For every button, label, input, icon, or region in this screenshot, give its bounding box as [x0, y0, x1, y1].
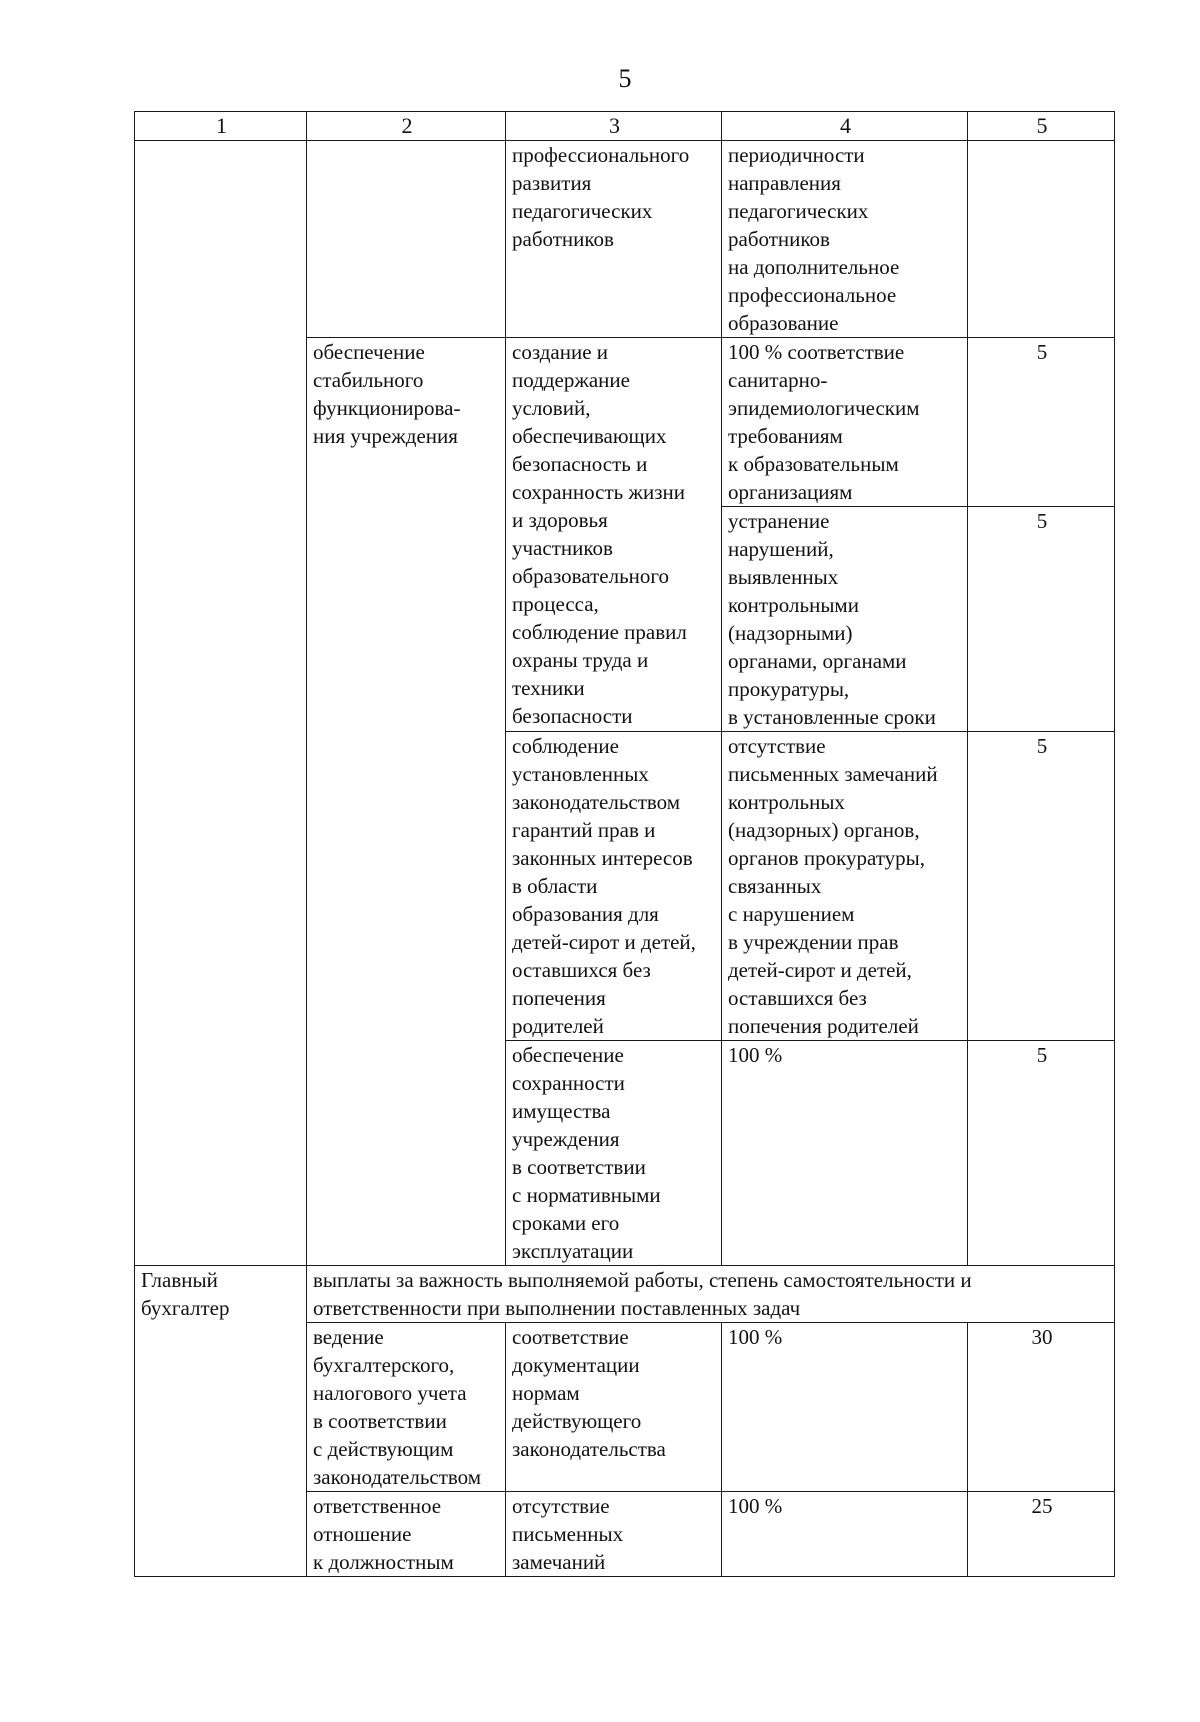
position-cell-chief-accountant: Главный бухгалтер: [135, 1266, 307, 1577]
payment-type-cell: выплаты за важность выполняемой работы, степень самостоятельности и ответственности при выполнении поставленных задач: [307, 1266, 1115, 1323]
score-cell: 30: [968, 1323, 1115, 1492]
criterion-cell: соответствие документации нормам действующего законодательства: [506, 1323, 722, 1492]
header-cell: 2: [307, 112, 506, 141]
table-row: [135, 141, 1115, 338]
header-cell: 3: [506, 112, 722, 141]
score-cell: 5: [968, 732, 1115, 1041]
criterion-cell: соблюдение установленных законодательством гарантий прав и законных интересов в области образования для детей-сирот и детей, оставшихся без попечения родителей: [506, 732, 722, 1041]
indicator-cell: отсутствие письменных замечаний контрольных (надзорных) органов, органов прокуратуры, связанных с нарушением в учреждении прав детей-сирот и детей, оставшихся без попечения родителей: [722, 732, 968, 1041]
page-number: 5: [618, 64, 632, 93]
header-cell: 1: [135, 112, 307, 141]
score-cell: 5: [968, 507, 1115, 732]
indicator-cell: периодичности направления педагогических работников на дополнительное профессиональное образование: [722, 141, 968, 338]
activity-cell: обеспечение стабильного функционирова- ния учреждения: [307, 338, 506, 1266]
indicator-cell: 100 %: [722, 1323, 968, 1492]
indicator-cell: 100 % соответствие санитарно- эпидемиологическим требованиям к образовательным организациям: [722, 338, 968, 507]
position-cell: [135, 141, 307, 1266]
table-header-row: [135, 112, 1115, 141]
activity-cell: ответственное отношение к должностным: [307, 1492, 506, 1577]
header-cell: 4: [722, 112, 968, 141]
indicator-cell: устранение нарушений, выявленных контрольными (надзорными) органами, органами прокуратуры, в установленные сроки: [722, 507, 968, 732]
score-cell: 25: [968, 1492, 1115, 1577]
header-cell: 5: [968, 112, 1115, 141]
indicator-cell: 100 %: [722, 1492, 968, 1577]
criterion-cell: создание и поддержание условий, обеспечивающих безопасность и сохранность жизни и здоровья участников образовательного процесса, соблюдение правил охраны труда и техники безопасности: [506, 338, 722, 732]
score-cell: 5: [968, 338, 1115, 507]
criterion-cell: профессионального развития педагогических работников: [506, 141, 722, 338]
activity-cell: [307, 141, 506, 338]
criterion-cell: обеспечение сохранности имущества учреждения в соответствии с нормативными сроками его эксплуатации: [506, 1041, 722, 1266]
score-cell: [968, 141, 1115, 338]
table-row: [135, 1266, 1115, 1323]
score-cell: 5: [968, 1041, 1115, 1266]
indicator-cell: 100 %: [722, 1041, 968, 1266]
criteria-table: [134, 111, 1115, 1577]
criterion-cell: отсутствие письменных замечаний: [506, 1492, 722, 1577]
activity-cell: ведение бухгалтерского, налогового учета в соответствии с действующим законодательством: [307, 1323, 506, 1492]
